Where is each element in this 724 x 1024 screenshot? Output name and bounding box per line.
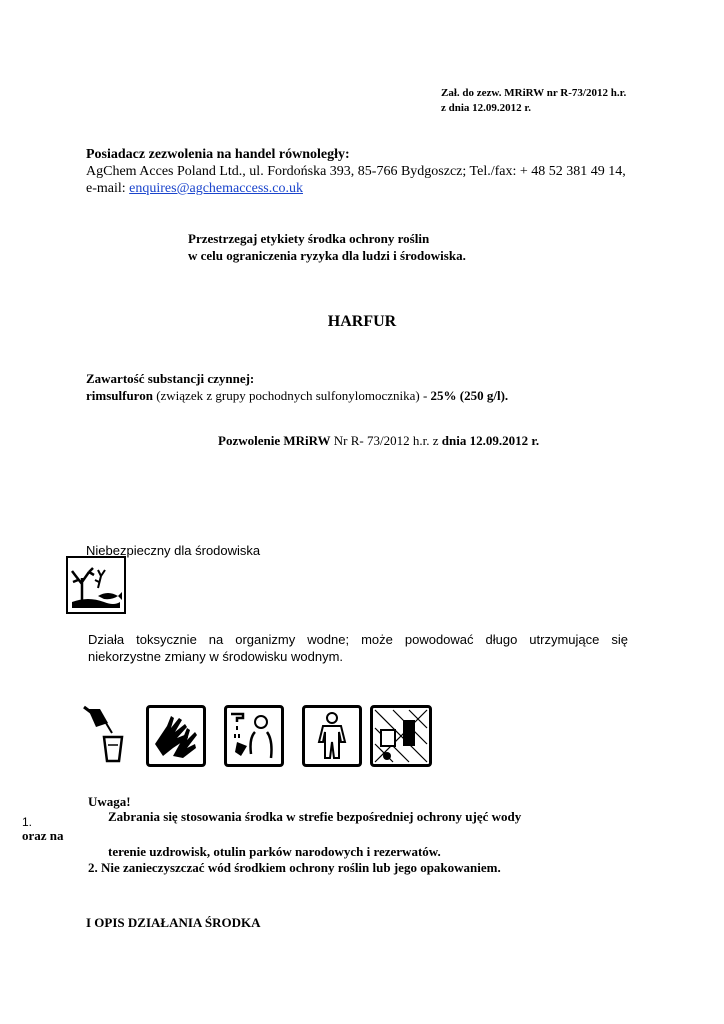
email-link[interactable]: enquires@agchemaccess.co.uk: [129, 181, 303, 196]
notice-item-1-number: 1.: [22, 815, 33, 829]
notice-item-2: 2. Nie zanieczyszczać wód środkiem ochrony roślin lub jego opakowaniem.: [88, 860, 501, 875]
permit-annex-header: [441, 86, 626, 116]
permit-holder-block: [86, 146, 686, 197]
keep-away-from-food-icon: [370, 705, 432, 767]
permit-number: Nr R- 73/2012 h.r. z: [330, 433, 442, 448]
permit-label: Pozwolenie MRiRW: [218, 433, 331, 448]
annex-line-1: Zał. do zezw. MRiRW nr R-73/2012 h.r.: [441, 87, 627, 99]
substance-label: Zawartość substancji czynnej:: [86, 371, 255, 386]
warning-line-2: w celu ograniczenia ryzyka dla ludzi i środowiska.: [188, 248, 466, 263]
substance-line: [86, 387, 508, 404]
substance-name: rimsulfuron: [86, 388, 153, 403]
label-warning: [188, 230, 466, 264]
hazard-description: Działa toksycznie na organizmy wodne; może powodować długo utrzymujące się niekorzystne zmiany w środowisku wodnym.: [88, 632, 628, 664]
notice-item-1-text: Zabrania się stosowania środka w strefie bezpośredniej ochrony ujęć wody: [108, 809, 522, 824]
environment-hazard-icon: [66, 556, 126, 614]
pour-into-measure-icon: [78, 705, 138, 767]
active-substance-block: [86, 370, 508, 404]
substance-description: (związek z grupy pochodnych sulfonylomocznika) -: [152, 388, 431, 403]
notice-item-1-end: terenie uzdrowisk, otulin parków narodowych i rezerwatów.: [108, 844, 441, 859]
warning-line-1: Przestrzegaj etykiety środka ochrony roślin: [188, 231, 430, 246]
holder-contact: [86, 180, 686, 197]
annex-line-2: z dnia 12.09.2012 r.: [441, 102, 532, 114]
email-prefix: e-mail:: [86, 181, 130, 196]
section-title: I OPIS DZIAŁANIA ŚRODKA: [86, 915, 261, 930]
permit-date: dnia 12.09.2012 r.: [441, 433, 540, 448]
notice-item-1-continuation: oraz na: [22, 828, 64, 843]
hazard-label: Niebezpieczny dla środowiska: [86, 543, 261, 558]
holder-label: Posiadacz zezwolenia na handel równoległy:: [86, 147, 350, 162]
wash-hands-icon: [224, 705, 284, 767]
substance-amount: 25% (250 g/l).: [430, 388, 509, 403]
holder-address: AgChem Acces Poland Ltd., ul. Fordońska 393, 85-766 Bydgoszcz; Tel./fax: + 48 52 381 49 14,: [86, 164, 626, 179]
gloves-icon: [146, 705, 206, 767]
protective-suit-icon: [302, 705, 362, 767]
notice-title: Uwaga!: [88, 794, 131, 809]
permit-line: [218, 433, 539, 449]
product-name: HARFUR: [327, 313, 397, 330]
